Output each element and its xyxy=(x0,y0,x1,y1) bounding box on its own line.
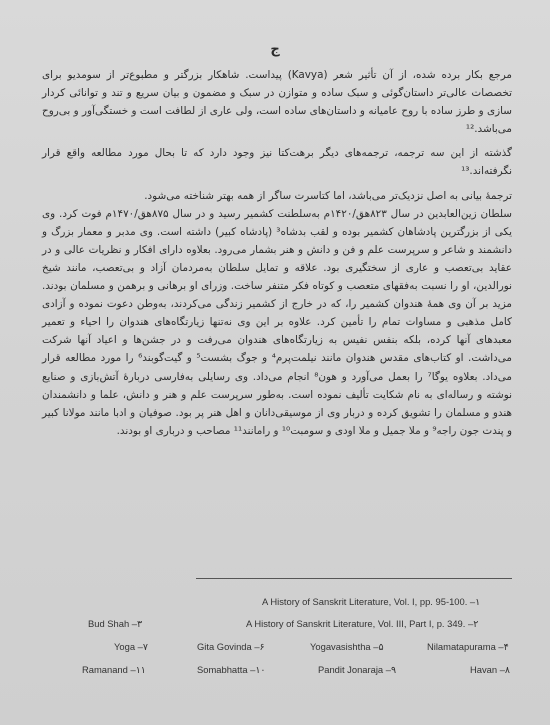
footnote-2: A History of Sanskrit Literature, Vol. III, Part I, p. 349. –٢ xyxy=(246,618,479,629)
footnote-8: Havan –٨ xyxy=(470,664,510,675)
paragraph-2: گذشته از این سه ترجمه، ترجمه‌های دیگر برهت‌کتا نیز وجود دارد که تا بحال مورد مطالعه واقع قرار نگرفته‌اند.¹³ xyxy=(42,147,512,178)
page-number: ج xyxy=(270,42,280,57)
footnote-4: Nilamatapurama –۴ xyxy=(427,641,509,652)
paragraph-4: سلطان زین‌العابدین در سال ۸۲۳هق/۱۴۲۰م به‌سلطنت کشمیر رسید و در سال ۸۷۵هق/۱۴۷۰م فوت کرد. وی یکی از بزرگترین پادشاهان کشمیر بوده و لقب بدشاه³ (پادشاه کبیر) داشته است. وی مدبر و معمار بزرگ و دانشمند و شاعر و سرپرست علم و فن و دانش و هنر بشمار می‌رود. بعلاوه دارای افکار و نظریات عالی و در عقاید بی‌تعصب و عاری از سختگیری بود. علاقه و تمایل سلطان به‌مردمان آزاد و بی‌تعصب، مانند شیخ نورالدین، او را نسبت به‌فقهای متعصب و کوتاه فکر متنفر ساخت. وزرای او برهانی و برهمن و مسلمان بودند. مزید بر آن وی همهٔ هندوان کشمیر را، که در خارج از کشمیر زندگی می‌کردند، به‌وطن دعوت نموده و آزادی کامل مذهبی و مساوات تمام را تأمین کرد. علاوه بر این وی نه‌تنها زیارتگاه‌های هندوان را احیاء و تعمیر معبدهای آنها کرده، بلکه بنفس نفیس به زیارتگاه‌های هندوان می‌رفت و در جشن‌ها و اعیاد آنها شرکت می‌داشت. او کتاب‌های مقدس هندوان مانند نیلمت‌پرم⁴ و جوگ بشست⁵ و گیت‌گوبند⁶ را مورد مطالعه قرار می‌داد. بعلاوه یوگا⁷ را بعمل می‌آورد و هون⁸ انجام می‌داد. وی رسایلی به‌فارسی دربارهٔ آتش‌بازی و صنایع نوشته و رساله‌ای به نام شکایت تألیف نموده است. به‌طور سرپرست علم و هنر و دانش، علما و دانشمندان هندو و مسلمان را تشویق کرده و دربار وی از موسیقی‌دانان و اهل هنر پر بود. صوفیان و ادبا مانند مولانا کبیر و پندت جون راجه⁹ و ملا جمیل و ملا اودی و سومبت¹⁰ و رامانند¹¹ مصاحب و درباری او بودند. xyxy=(42,207,512,437)
footnote-6: Gita Govinda –۶ xyxy=(197,641,265,652)
footnote-9: Pandit Jonaraja –٩ xyxy=(318,664,397,675)
footnote-10: Somabhatta –١٠ xyxy=(197,664,266,675)
paragraph-1: مرجع بکار برده شده، از آن تأثیر شعر (Kavya) پیداست. شاهکار بزرگتر و مطبوع‌تر از سومدیو برای تخصصات عالی‌تر داستان‌گوئی و سبک ساده و متوازن در سبک و مضمون و بیان سریع و تند و توانائی کردار سازی و طرز ساده با روح عامیانه و داستان‌های ساده است، ولی عاری از لطافت است و خستگی‌آور و بی‌روح می‌باشد.¹² xyxy=(42,69,512,136)
footnote-11: Ramanand –١١ xyxy=(82,664,146,675)
footnote-7: Yoga –٧ xyxy=(114,641,148,652)
footnote-1: A History of Sanskrit Literature, Vol. I, pp. 95-100. –١ xyxy=(262,596,481,607)
paragraph-3: ترجمهٔ بیانی به اصل نزدیک‌تر می‌باشد، اما کتاسرت ساگر از همه بهتر شناخته می‌شود. xyxy=(144,189,512,202)
footnote-5: Yogavasishtha –۵ xyxy=(310,641,384,652)
footnote-3: Bud Shah –٣ xyxy=(88,618,143,629)
